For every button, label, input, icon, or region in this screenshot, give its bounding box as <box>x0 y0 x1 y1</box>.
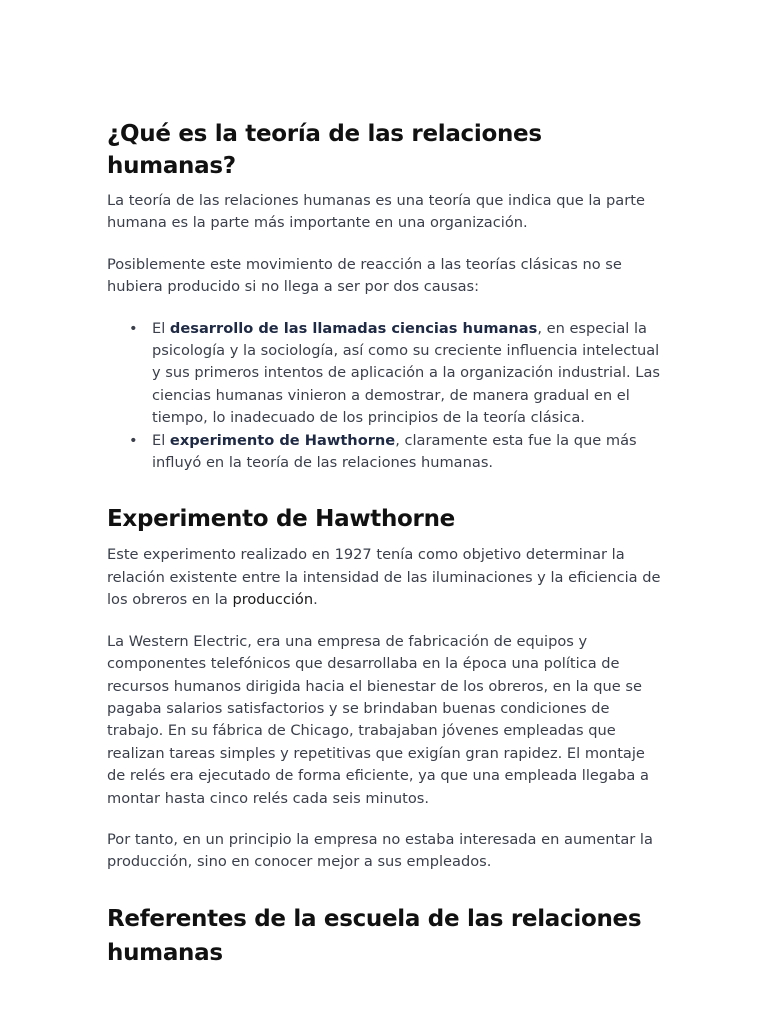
list-item-bold: desarrollo de las llamadas ciencias humanas <box>169 319 538 337</box>
bullet-icon: • <box>129 431 138 449</box>
paragraph-end: . <box>313 591 318 609</box>
produccion-link[interactable]: producción <box>232 591 314 609</box>
paragraph-causas: Posiblemente este movimiento de reacción a las teorías clásicas no se hubiera producido si no llega a ser por dos causas: <box>107 255 622 296</box>
section-title-teoria: ¿Qué es la teoría de las relaciones humanas? <box>107 121 542 179</box>
causas-list <box>107 318 667 475</box>
section-title-hawthorne: Experimento de Hawthorne <box>107 506 455 533</box>
section-title-referentes: Referentes de la escuela de las relaciones humanas <box>107 905 642 966</box>
list-item-text: , en especial la psicología y la sociología, así como su creciente influencia intelectual y sus primeros intentos de aplicación a la organización industrial. Las ciencias humanas vinieron a demostrar, de manera gradual en el tiempo, lo inadecuado de los principios de la teoría clásica. <box>152 319 660 427</box>
list-item-text: , claramente esta fue la que más influyó en la teoría de las relaciones humanas. <box>152 431 637 472</box>
list-item <box>107 430 667 475</box>
list-item <box>107 318 667 430</box>
paragraph-experimento <box>107 544 667 611</box>
paragraph-text: Este experimento realizado en 1927 tenía como objetivo determinar la relación existente entre la intensidad de las iluminaciones y la eficiencia de los obreros en la <box>107 546 661 609</box>
list-item-prefix: El <box>152 319 170 337</box>
paragraph-definicion: La teoría de las relaciones humanas es una teoría que indica que la parte humana es la parte más importante en una organización. <box>107 192 645 232</box>
bullet-icon: • <box>129 319 138 337</box>
list-item-prefix: El <box>152 431 170 449</box>
article-content <box>107 118 667 970</box>
list-item-bold: experimento de Hawthorne <box>169 431 396 449</box>
paragraph-western-electric: La Western Electric, era una empresa de fabricación de equipos y componentes telefónicos que desarrollaba en la época una política de recursos humanos dirigida hacia el bienestar de los obreros, en la que se pagaba salarios satisfactorios y se brindaban buenas condiciones de trabajo. En su fábrica de Chicago, trabajaban jóvenes empleadas que realizan tareas simples y repetitivas que exigían gran rapidez. El montaje de relés era ejecutado de forma eficiente, ya que una empleada llegaba a montar hasta cinco relés cada seis minutos. <box>107 632 649 807</box>
paragraph-conclusion: Por tanto, en un principio la empresa no estaba interesada en aumentar la producción, sino en conocer mejor a sus empleados. <box>107 830 653 871</box>
